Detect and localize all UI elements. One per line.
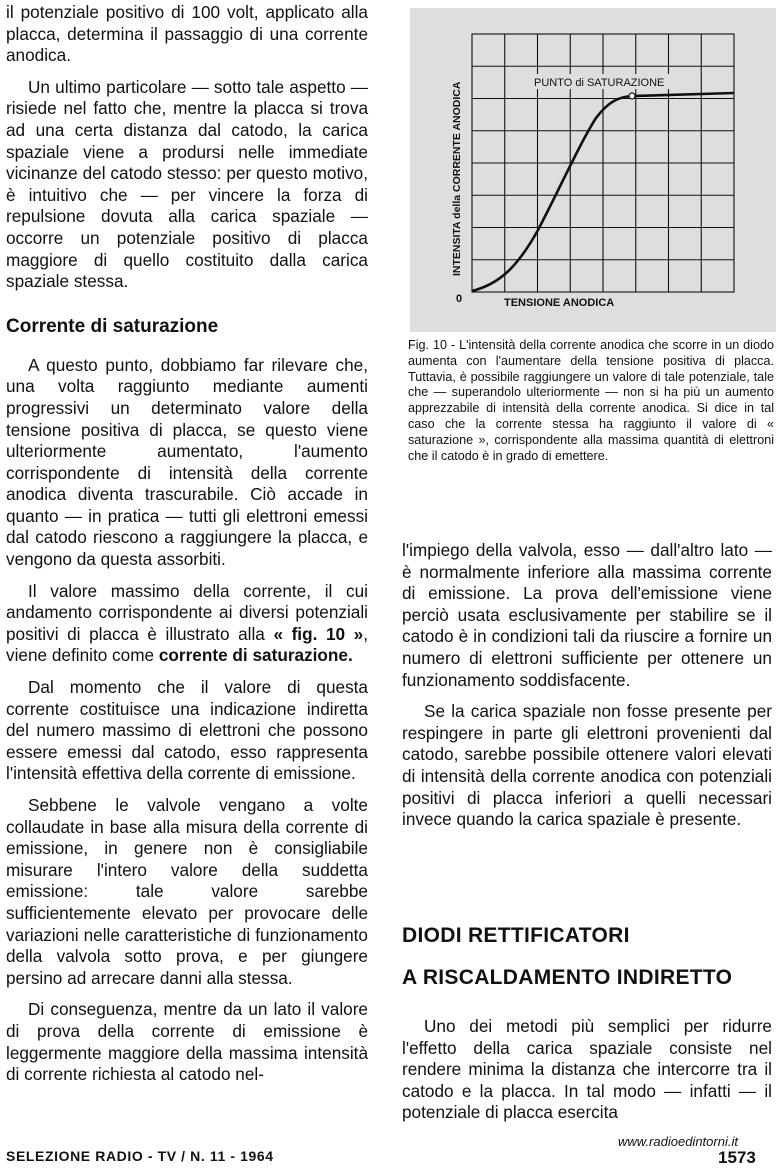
magazine-footer: SELEZIONE RADIO - TV / N. 11 - 1964 bbox=[6, 1148, 274, 1164]
website-watermark: www.radioedintorni.it bbox=[618, 1134, 738, 1149]
grid bbox=[472, 34, 734, 292]
figure-10 bbox=[410, 8, 776, 332]
paragraph bbox=[6, 581, 368, 667]
section-heading: DIODI RETTIFICATORI bbox=[402, 924, 630, 947]
y-axis-label: INTENSITA della CORRENTE ANODICA bbox=[451, 81, 463, 276]
term-highlight: corrente di saturazione. bbox=[158, 645, 353, 666]
paragraph: Di conseguenza, mentre da un lato il valore di prova della corrente di emissione è leggermente maggiore della massima intensità di corrente richiesta al catodo nel- bbox=[6, 999, 368, 1085]
text-run: Il valore massimo della corrente, il cui andamento corrispondente ai diversi potenziali positivi di placca è illustrato alla bbox=[6, 580, 368, 644]
left-column bbox=[6, 2, 368, 1096]
figure-caption: Fig. 10 - L'intensità della corrente anodica che scorre in un diodo aumenta con l'aumentare della tensione positiva di placca. Tuttavia, è possibile raggiungere un valore di tale potenziale, tale che — superandolo ulteriormente — non si ha più un aumento apprezzabile di intensità della corrente anodica. Si dice in tal caso che la corrente stessa ha raggiunto il valore di « saturazione », corrispondente alla massima quantità di elettroni che il catodo è in grado di emettere. bbox=[408, 338, 774, 463]
saturation-curve-diagram bbox=[410, 8, 776, 332]
right-column bbox=[402, 540, 772, 841]
figure-reference: « fig. 10 » bbox=[273, 623, 364, 644]
right-column-continued bbox=[402, 1016, 772, 1124]
saturation-annotation: PUNTO di SATURAZIONE bbox=[534, 77, 665, 89]
text-run: , viene definito come bbox=[6, 623, 368, 666]
section-heading: A RISCALDAMENTO INDIRETTO bbox=[402, 966, 733, 989]
paragraph: Uno dei metodi più semplici per ridurre l'effetto della carica spaziale consiste nel rendere minima la distanza che intercorre tra il catodo e la placca. In tal modo — infatti — il potenziale di placca esercita bbox=[402, 1016, 772, 1123]
paragraph: Sebbene le valvole vengano a volte collaudate in base alla misura della corrente di emissione, in genere non è consigliabile misurare l'intero valore della suddetta emissione: tale valore sarebbe sufficientemente elevato per provocare delle variazioni nelle caratteristiche di funzionamento della valvola sotto prova, e per giungere persino ad arrecare danni alla stessa. bbox=[6, 795, 368, 988]
paragraph: Dal momento che il valore di questa corrente costituisce una indicazione indiretta del numero massimo di elettroni che possono essere emessi dal catodo, esso rappresenta l'intensità effettiva della corrente di emissione. bbox=[6, 677, 368, 784]
x-axis-label: TENSIONE ANODICA bbox=[504, 297, 615, 309]
origin-label: 0 bbox=[456, 293, 463, 305]
paragraph: il potenziale positivo di 100 volt, applicato alla placca, determina il passaggio di una corrente anodica. bbox=[6, 2, 368, 66]
paragraph: Se la carica spaziale non fosse presente per respingere in parte gli elettroni provenienti dal catodo, sarebbe possibile ottenere valori elevati di intensità della corrente anodica con potenziali positivi di placca inferiori a quelli necessari invece quando la carica spaziale è presente. bbox=[402, 701, 772, 830]
paragraph: l'impiego della valvola, esso — dall'altro lato — è normalmente inferiore alla massima corrente di emissione. La prova dell'emissione viene perciò usata esclusivamente per stabilire se il catodo è in condizioni tali da riuscire a fornire un numero di elettroni sufficiente per ottenere un funzionamento soddisfacente. bbox=[402, 540, 772, 690]
paragraph: A questo punto, dobbiamo far rilevare che, una volta raggiunto mediante aumenti progressivi un determinato valore della tensione positiva di placca, se questo viene ulteriormente aumentato, l'aumento corrispondente di intensità della corrente anodica diventa trascurabile. Ciò accade in quanto — in pratica — tutti gli elettroni emessi dal catodo riescono a raggiungere la placca, e vengono da questa assorbiti. bbox=[6, 354, 368, 570]
saturation-point bbox=[629, 93, 635, 99]
paragraph: Un ultimo particolare — sotto tale aspetto — risiede nel fatto che, mentre la placca si trova ad una certa distanza dal catodo, la carica spaziale viene a prodursi nelle immediate vicinanze del catodo stesso: per questo motivo, è intuitivo che — per vincere la forza di repulsione dovuta alla carica spaziale — occorre un potenziale positivo di placca maggiore di quello costituito dalla carica spaziale stessa. bbox=[6, 76, 368, 292]
page-number: 1573 bbox=[718, 1148, 756, 1167]
section-heading: Corrente di saturazione bbox=[6, 315, 219, 337]
